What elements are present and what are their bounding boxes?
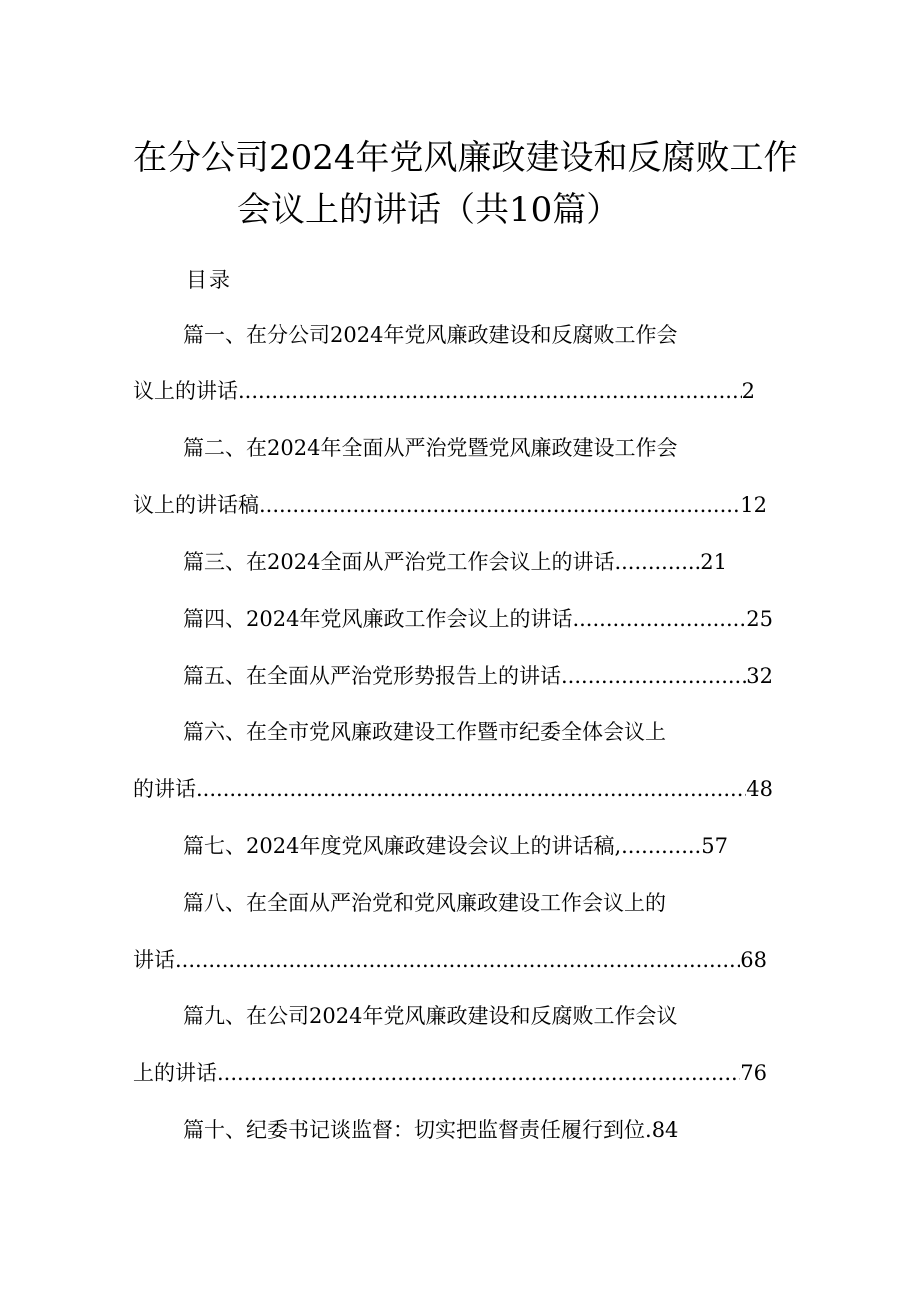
toc-leader-dots — [572, 604, 746, 634]
toc-entry-label: 议上的讲话 — [133, 379, 238, 403]
toc-page-number: 2 — [741, 379, 755, 403]
toc-page-number: 76 — [740, 1061, 767, 1085]
toc-page-number: 25 — [746, 607, 773, 631]
toc-leader-dots — [561, 661, 746, 691]
toc-entry-8-line-2[interactable] — [133, 945, 767, 975]
toc-entry-label: 篇十、纪委书记谈监督：切实把监督责任履行到位. — [183, 1118, 652, 1142]
toc-entry-9-line-1[interactable]: 篇九、在公司2024年党风廉政建设和反腐败工作会议 — [183, 1004, 678, 1028]
toc-leader-dots — [175, 945, 740, 975]
toc-entry-3[interactable] — [183, 547, 727, 577]
toc-entry-label: 讲话 — [133, 948, 175, 972]
toc-entry-1-line-1[interactable]: 篇一、在分公司2024年党风廉政建设和反腐败工作会 — [183, 323, 678, 347]
toc-page-number: 32 — [746, 664, 773, 688]
toc-page-number: 21 — [700, 550, 727, 574]
toc-page-number: 57 — [701, 834, 728, 858]
toc-entry-5[interactable] — [183, 661, 773, 691]
toc-entry-label: 上的讲话 — [133, 1061, 217, 1085]
document-title-line-2: 会议上的讲话（共10篇） — [237, 190, 621, 230]
toc-leader-dots — [196, 774, 746, 804]
document-title-line-1: 在分公司2024年党风廉政建设和反腐败工作 — [133, 138, 798, 178]
toc-leader-dots — [259, 490, 740, 520]
toc-entry-10[interactable] — [183, 1115, 728, 1145]
toc-page-number: 84 — [651, 1118, 679, 1142]
toc-entry-label: 篇四、2024年党风廉政工作会议上的讲话 — [183, 607, 573, 631]
toc-entry-7[interactable] — [183, 831, 728, 861]
toc-leader-dots — [238, 376, 742, 406]
toc-entry-label: 的讲话 — [133, 777, 196, 801]
toc-leader-dots — [614, 547, 700, 577]
toc-entry-2-line-1[interactable]: 篇二、在2024年全面从严治党暨党风廉政建设工作会 — [183, 436, 678, 460]
toc-entry-4[interactable] — [183, 604, 773, 634]
toc-entry-9-line-2[interactable] — [133, 1058, 767, 1088]
toc-entry-label: 篇三、在2024全面从严治党工作会议上的讲话 — [183, 550, 615, 574]
toc-entry-label: 篇七、2024年度党风廉政建设会议上的讲话稿, — [183, 834, 622, 858]
toc-entry-label: 议上的讲话稿 — [133, 493, 259, 517]
toc-entry-1-line-2[interactable] — [133, 376, 755, 406]
toc-entry-6-line-1[interactable]: 篇六、在全市党风廉政建设工作暨市纪委全体会议上 — [183, 720, 666, 744]
toc-entry-6-line-2[interactable] — [133, 774, 773, 804]
toc-entry-8-line-1[interactable]: 篇八、在全面从严治党和党风廉政建设工作会议上的 — [183, 891, 666, 915]
toc-entry-2-line-2[interactable] — [133, 490, 767, 520]
toc-leader-dots — [621, 831, 701, 861]
toc-entry-label: 篇五、在全面从严治党形势报告上的讲话 — [183, 664, 561, 688]
toc-page-number: 48 — [746, 777, 773, 801]
toc-heading: 目录 — [186, 268, 232, 292]
toc-page-number: 12 — [740, 493, 767, 517]
toc-page-number: 68 — [740, 948, 767, 972]
toc-leader-dots — [217, 1058, 740, 1088]
